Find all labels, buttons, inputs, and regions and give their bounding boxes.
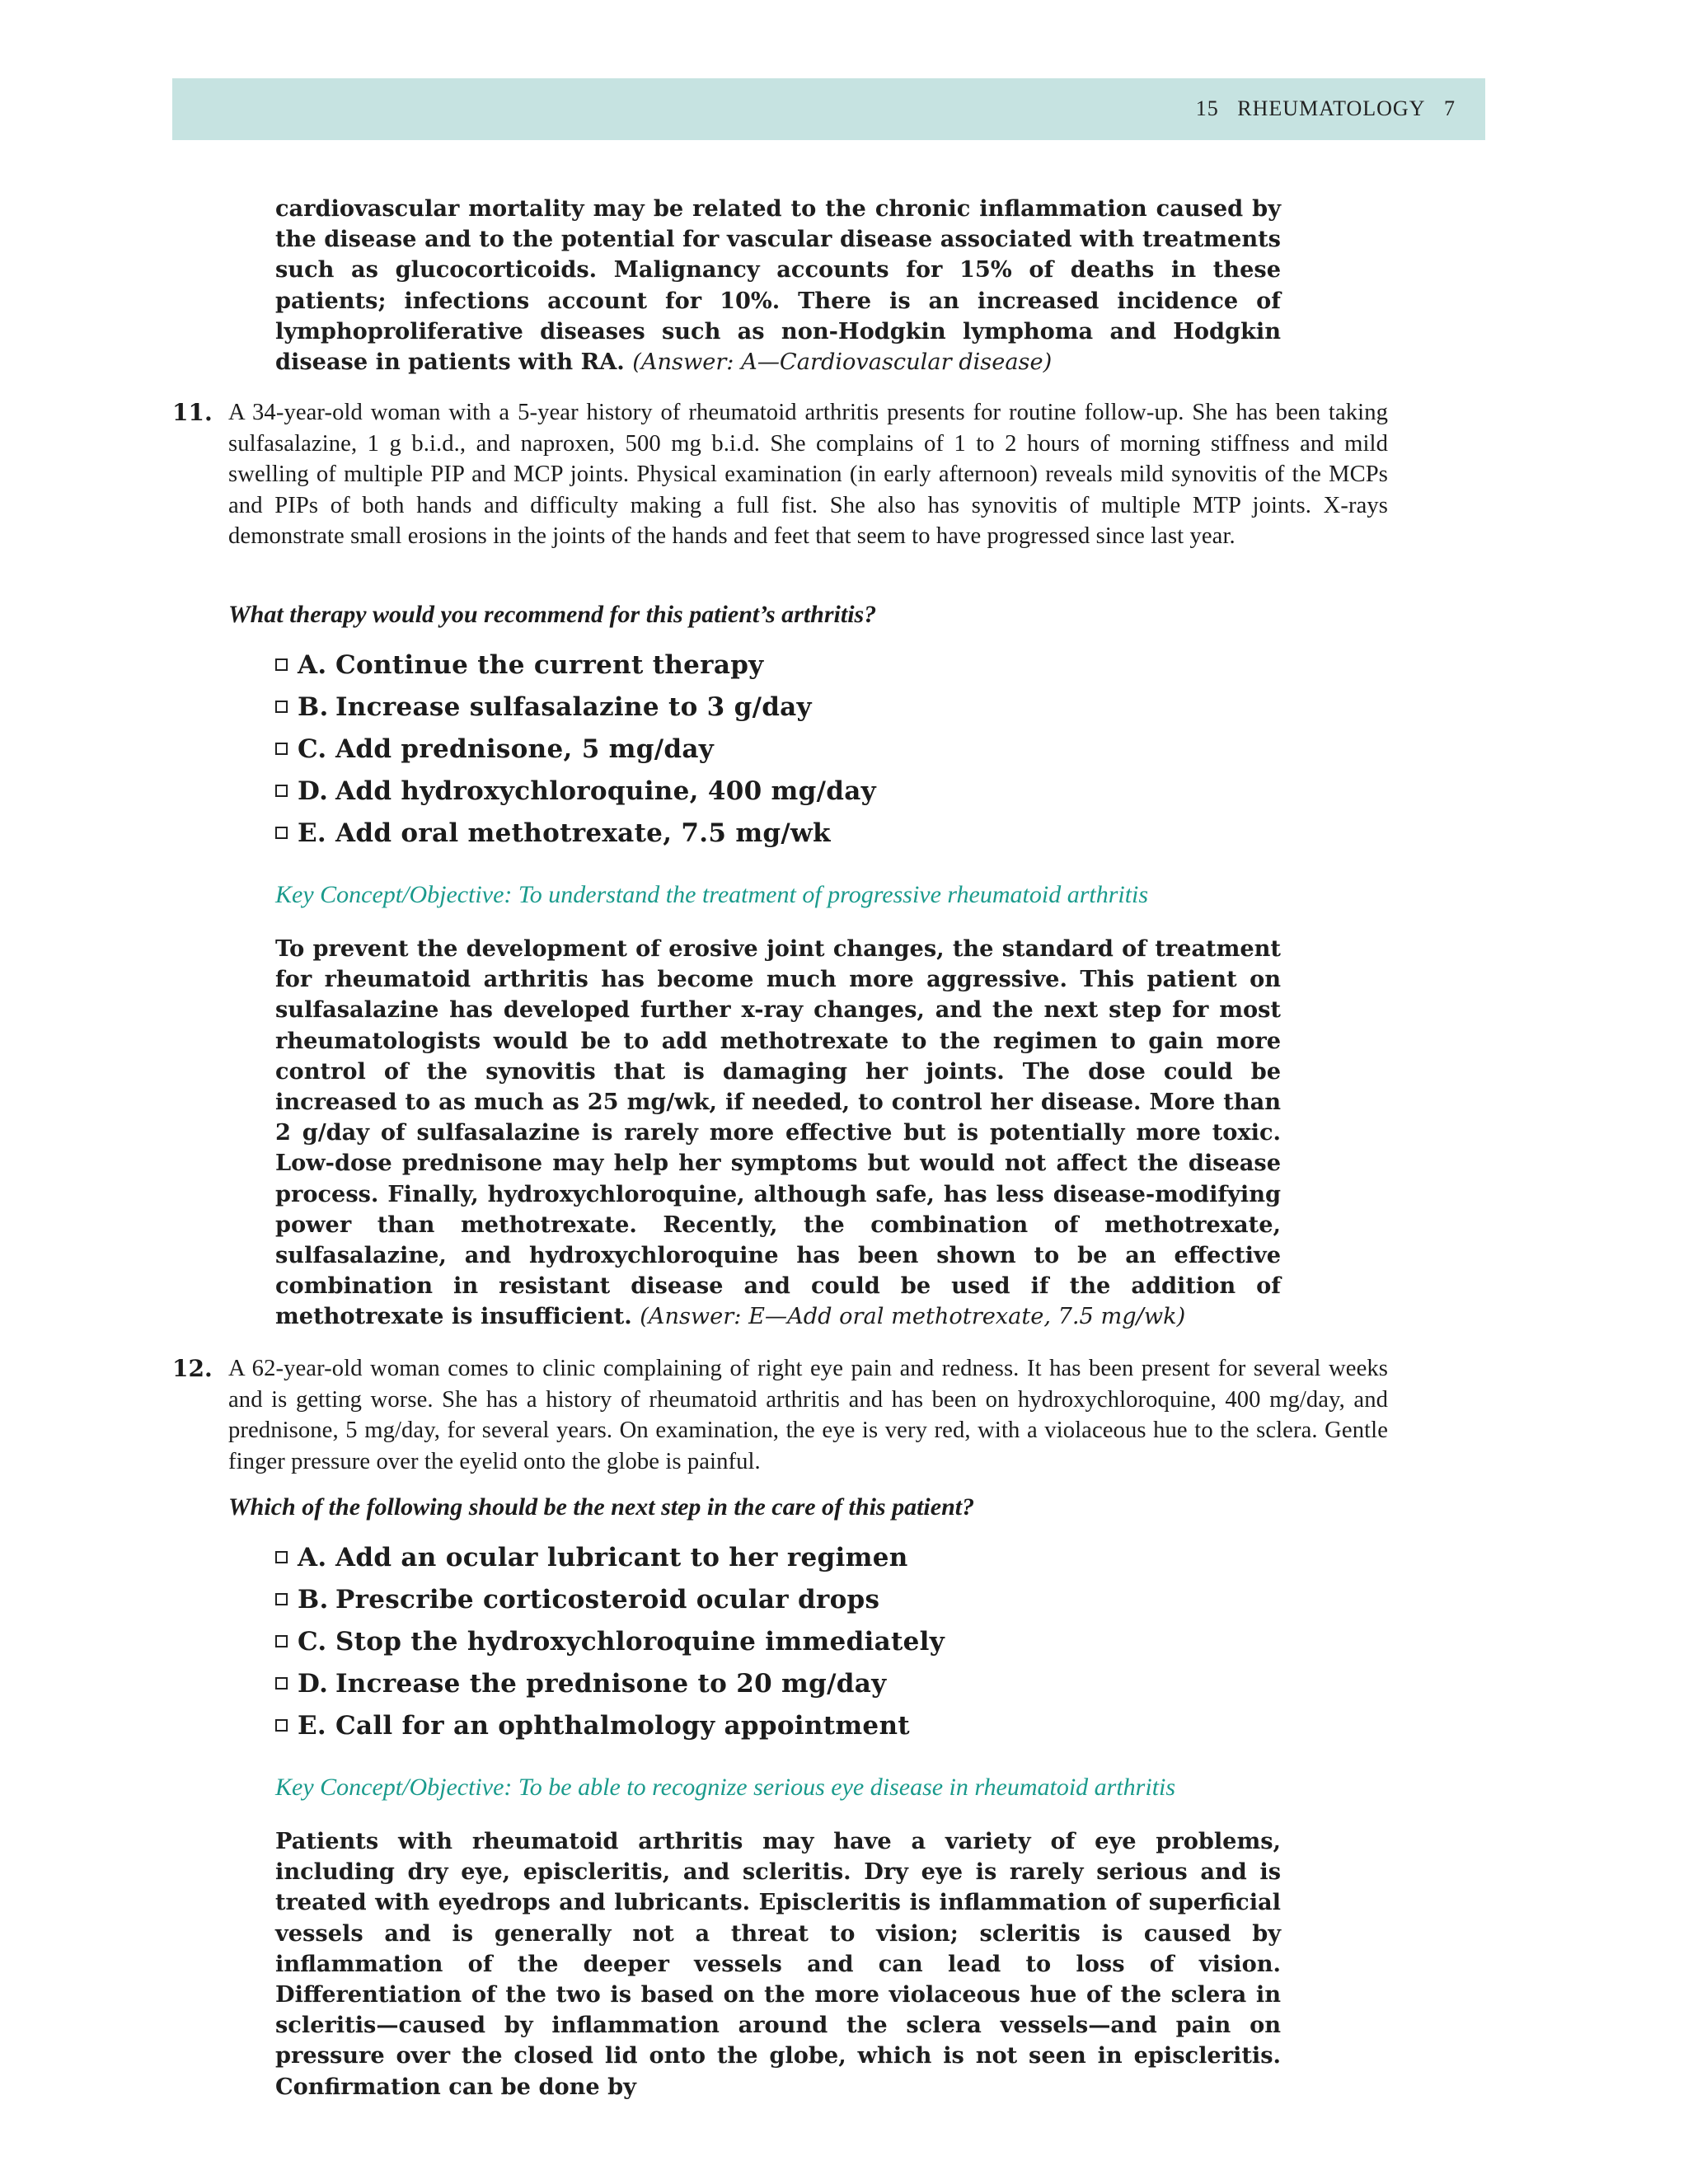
running-header bbox=[172, 78, 1485, 140]
option-12-e[interactable]: E. Call for an ophthalmology appointment bbox=[275, 1704, 945, 1746]
checkbox-icon[interactable] bbox=[275, 1551, 288, 1563]
question-11-key-concept: Key Concept/Objective: To understand the treatment of progressive rheumatoid arthritis bbox=[275, 881, 1149, 908]
section-title: RHEUMATOLOGY bbox=[1237, 96, 1426, 120]
question-11-answer: (Answer: E—Add oral methotrexate, 7.5 mg/wk) bbox=[640, 1304, 1186, 1330]
option-12-a[interactable]: A. Add an ocular lubricant to her regimen bbox=[275, 1536, 945, 1578]
question-12-options bbox=[275, 1536, 945, 1746]
checkbox-icon[interactable] bbox=[275, 1593, 288, 1605]
explanation-text: Patients with rheumatoid arthritis may have a variety of eye problems, including dry eye, episcleritis, and scleritis. Dry eye is rarely serious and is treated with eyedrops and lubricants. Episcleritis is inflammation of superficial vessels and is generally not a threat to vision; scleritis is caused by inflammation of the deeper vessels and can lead to loss of vision. Differentiation of the two is based on the more violaceous hue of the sclera in scleritis—caused by inflammation around the sclera vessels—and pain on pressure over the closed lid onto the globe, which is not seen in episcleritis. Confirmation can be done by bbox=[275, 1828, 1281, 2100]
question-11-explanation bbox=[275, 934, 1281, 1333]
option-11-c[interactable]: C. Add prednisone, 5 mg/day bbox=[275, 728, 876, 770]
question-11-number: 11. bbox=[172, 399, 213, 426]
checkbox-icon[interactable] bbox=[275, 658, 288, 671]
option-11-d[interactable]: D. Add hydroxychloroquine, 400 mg/day bbox=[275, 770, 876, 812]
intro-paragraph bbox=[275, 194, 1281, 377]
question-11-prompt: What therapy would you recommend for this patient’s arthritis? bbox=[228, 601, 877, 628]
page-number: 7 bbox=[1444, 96, 1456, 120]
option-12-b[interactable]: B. Prescribe corticosteroid ocular drops bbox=[275, 1578, 945, 1620]
option-11-e[interactable]: E. Add oral methotrexate, 7.5 mg/wk bbox=[275, 812, 876, 854]
option-11-a[interactable]: A. Continue the current therapy bbox=[275, 644, 876, 686]
checkbox-icon[interactable] bbox=[275, 1635, 288, 1647]
explanation-text: To prevent the development of erosive joint changes, the standard of treatment for rheumatoid arthritis has become much more aggressive. This patient on sulfasalazine has developed further x-ray changes, and the next step for most rheumatologists would be to add methotrexate to the regimen to gain more control of the synovitis that is damaging her joints. The dose could be increased to as much as 25 mg/wk, if needed, to control her disease. More than 2 g/day of sulfasalazine is rarely more effective but is potentially more toxic. Low-dose prednisone may help her symptoms but would not affect the disease process. Finally, hydroxychloroquine, although safe, has less disease-modifying power than methotrexate. Recently, the combination of methotrexate, sulfasalazine, and hydroxychloroquine has been shown to be an effective combination in resistant disease and could be used if the addition of methotrexate is insufficient. bbox=[275, 935, 1281, 1330]
question-12-stem: A 62-year-old woman comes to clinic complaining of right eye pain and redness. It has been present for several weeks and is getting worse. She has a history of rheumatoid arthritis and has been on hydroxychloroquine, 400 mg/day, and prednisone, 5 mg/day, for several years. On examination, the eye is very red, with a violaceous hue to the sclera. Gentle finger pressure over the eyelid onto the globe is painful. bbox=[228, 1356, 1388, 1474]
question-12-number: 12. bbox=[172, 1355, 213, 1382]
checkbox-icon[interactable] bbox=[275, 785, 288, 797]
question-11-options bbox=[275, 644, 876, 854]
chapter-number: 15 bbox=[1195, 96, 1219, 120]
option-12-c[interactable]: C. Stop the hydroxychloroquine immediately bbox=[275, 1620, 945, 1662]
checkbox-icon[interactable] bbox=[275, 827, 288, 839]
checkbox-icon[interactable] bbox=[275, 743, 288, 755]
checkbox-icon[interactable] bbox=[275, 1719, 288, 1732]
header-text bbox=[1196, 96, 1456, 121]
intro-answer: (Answer: A—Cardiovascular disease) bbox=[632, 349, 1053, 376]
question-11-stem: A 34-year-old woman with a 5-year history of rheumatoid arthritis presents for routine follow-up. She has been taking sulfasalazine, 1 g b.i.d., and naproxen, 500 mg b.i.d. She complains of 1 to 2 hours of morning stiffness and mild swelling of multiple PIP and MCP joints. Physical examination (in early afternoon) reveals mild synovitis of the MCPs and PIPs of both hands and difficulty making a full fist. She also has synovitis of multiple MTP joints. X-rays demonstrate small erosions in the joints of the hands and feet that seem to have progressed since last year. bbox=[228, 400, 1388, 549]
question-12-prompt: Which of the following should be the next step in the care of this patient? bbox=[228, 1493, 975, 1521]
intro-text: cardiovascular mortality may be related to the chronic inflammation caused by the disease and to the potential for vascular disease associated with treatments such as glucocorticoids. Malignancy accounts for 15% of deaths in these patients; infections account for 10%. There is an increased incidence of lymphoproliferative diseases such as non-Hodgkin lymphoma and Hodgkin disease in patients with RA. bbox=[275, 195, 1281, 376]
option-11-b[interactable]: B. Increase sulfasalazine to 3 g/day bbox=[275, 686, 876, 728]
option-12-d[interactable]: D. Increase the prednisone to 20 mg/day bbox=[275, 1662, 945, 1704]
question-12-explanation bbox=[275, 1826, 1281, 2102]
question-12-key-concept: Key Concept/Objective: To be able to recognize serious eye disease in rheumatoid arthritis bbox=[275, 1774, 1176, 1801]
checkbox-icon[interactable] bbox=[275, 1677, 288, 1690]
checkbox-icon[interactable] bbox=[275, 701, 288, 713]
